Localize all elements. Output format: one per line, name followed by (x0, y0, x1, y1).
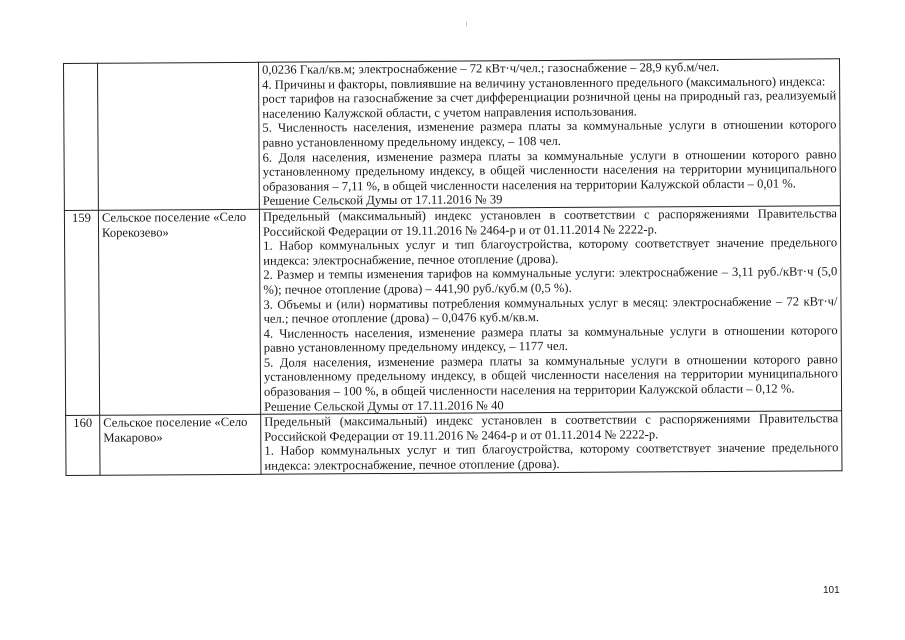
paragraph: Предельный (максимальный) индекс установлен в соответствии с распоряжениями Правительства Российской Федерации от 19.11.2016 № 2464-р и от 01.11.2014 № 2222-р. (264, 411, 839, 444)
table-row (64, 206, 841, 416)
paragraph: 4. Причины и факторы, повлиявшие на величину установленного предельного (максимального) индекса: (262, 73, 826, 92)
paragraph: рост тарифов на газоснабжение за счет дифференциации розничной цены на природный газ, реализуемый населению Калужской области, с учетом направления использования. (262, 88, 837, 121)
paragraph: Решение Сельской Думы от 17.11.2016 № 40 (264, 397, 504, 414)
table-row (66, 411, 842, 475)
tariff-index-table (63, 58, 843, 475)
paragraph: Предельный (максимальный) индекс установлен в соответствии с распоряжениями Правительства Российской Федерации от 19.11.2016 № 2464-р и от 01.11.2014 № 2222-р. (262, 206, 837, 239)
index-description (261, 411, 842, 474)
paragraph: 1. Набор коммунальных услуг и тип благоустройства, которому соответствует значение предельного индекса: электроснабжение, печное отопление (дрова). (263, 235, 838, 268)
paragraph: 5. Численность населения, изменение размера платы за коммунальные услуги в отношении которого равно установленному предельному индексу, – 108 чел. (262, 117, 837, 150)
row-number: 160 (66, 416, 100, 476)
paragraph: 4. Численность населения, изменение размера платы за коммунальные услуги в отношении которого равно установленному предельному индексу, – 1177 чел. (263, 322, 838, 356)
paragraph: Решение Сельской Думы от 17.11.2016 № 39 (262, 192, 503, 209)
index-description (259, 206, 841, 415)
row-number: 159 (64, 210, 99, 416)
index-description (258, 59, 840, 209)
paragraph: 6. Доля населения, изменение размера платы за коммунальные услуги в отношении которого равно установленному предельному индексу, в общей численности населения на территории муниципального образования – 7,11 %, в общей численности населения на территории Калужской области – 0,01 %. (262, 146, 837, 194)
settlement-name: Сельское поселение «Село Макарово» (100, 415, 261, 475)
scan-mark (466, 22, 467, 26)
table-row (64, 59, 841, 211)
row-number (64, 63, 99, 210)
paragraph: 2. Размер и темпы изменения тарифов на коммунальные услуги: электроснабжение – 3,11 руб./кВт·ч (5,0 %); печное отопление (дрова) – 441,90 руб./куб.м (0,5 %). (263, 264, 838, 297)
paragraph: 5. Доля населения, изменение размера платы за коммунальные услуги в отношении которого равно установленному предельному индексу, в общей численности населения на территории муниципального образования – 100 %, в общей численности населения на территории Калужской области – 0,12 %. (263, 352, 838, 399)
settlement-name (98, 62, 260, 210)
paragraph: 0,0236 Гкал/кв.м; электроснабжение – 72 кВт·ч/чел.; газоснабжение – 28,9 куб.м/чел. (262, 59, 720, 77)
page-number: 101 (823, 585, 840, 596)
paragraph: 3. Объемы и (или) нормативы потребления коммунальных услуг в месяц: электроснабжение – 72 кВт·ч/чел.; печное отопление (дрова) – 0,0476 куб.м/кв.м. (263, 293, 838, 326)
paragraph: 1. Набор коммунальных услуг и тип благоустройства, которому соответствует значение предельного индекса: электроснабжение, печное отопление (дрова). (264, 440, 839, 473)
settlement-name: Сельское поселение «Село Корекозево» (98, 209, 260, 415)
